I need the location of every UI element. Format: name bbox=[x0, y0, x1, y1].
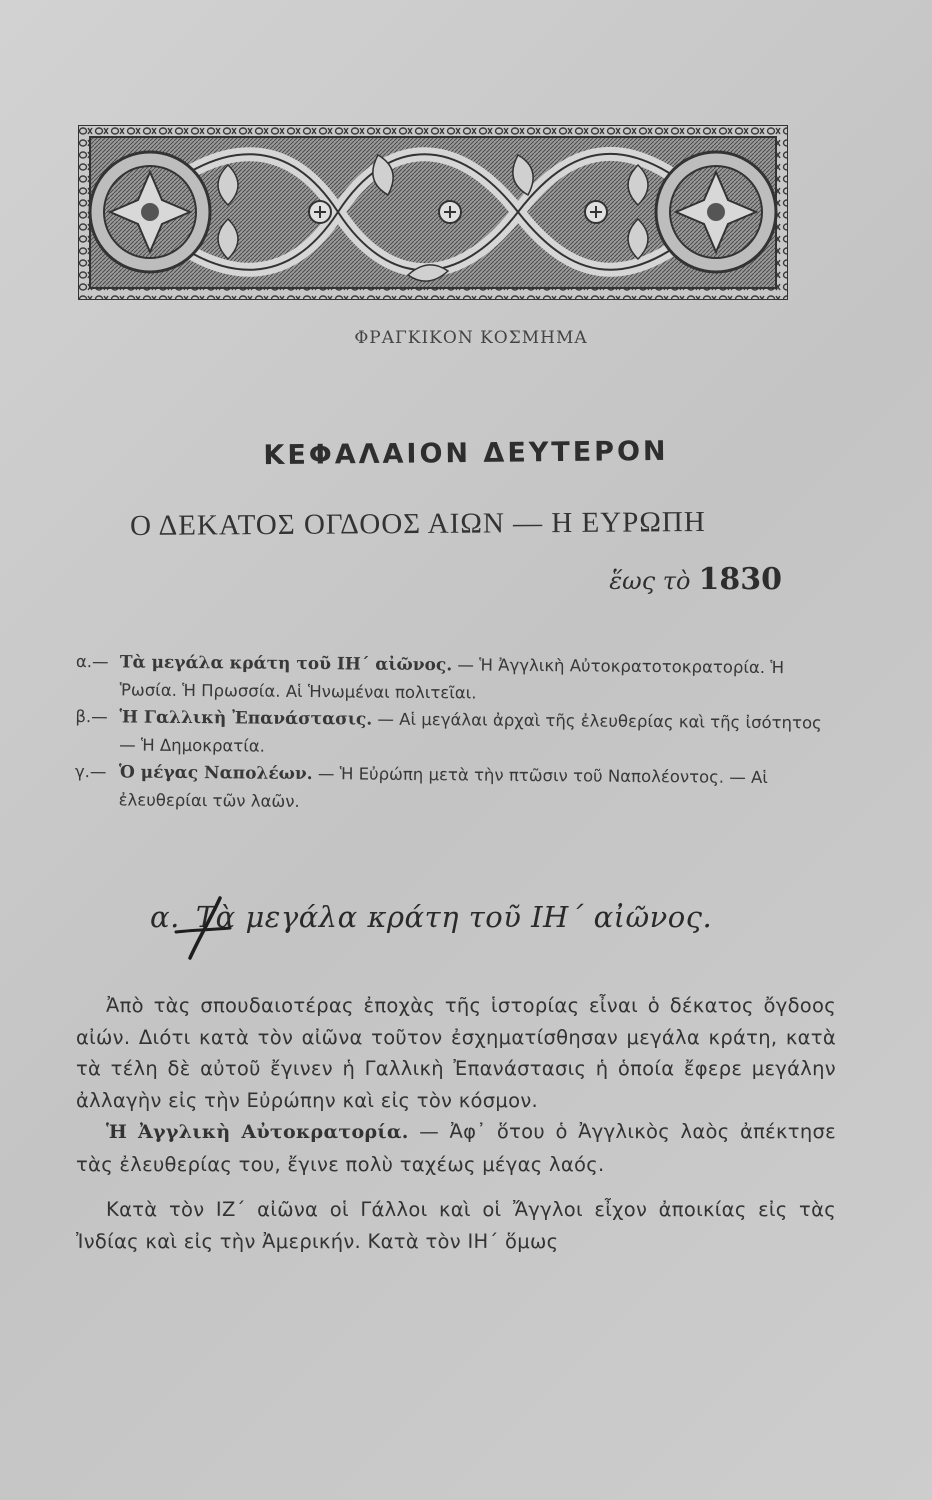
paragraph-text: — Ἀφ᾽ ὅτου ὁ Ἀγγλικὸς λαὸς ἀπέκτησε τὰς ἐλευθερίας του, ἔγινε πολὺ ταχέως μέγας λαός. bbox=[76, 1120, 836, 1176]
section-marker: α. bbox=[150, 900, 180, 934]
summary-marker: β.— bbox=[75, 706, 108, 727]
summary-topic: Τὰ μεγάλα κράτη τοῦ ΙΗ΄ αἰῶνος. bbox=[119, 652, 453, 676]
summary-marker: α.— bbox=[75, 651, 109, 672]
frankish-ornament-image bbox=[78, 125, 788, 300]
chapter-year-prefix: ἕως τὸ bbox=[609, 567, 691, 595]
paragraph bbox=[76, 1116, 836, 1180]
chapter-summary bbox=[75, 648, 836, 820]
summary-item bbox=[75, 758, 835, 820]
summary-topic: Ὁ μέγας Ναπολέων. bbox=[118, 762, 313, 785]
paragraph-lead: Ἡ Ἀγγλικὴ Αὐτοκρατορία. bbox=[106, 1121, 409, 1143]
chapter-year bbox=[609, 562, 782, 597]
body-text bbox=[76, 990, 836, 1257]
chapter-year-number: 1830 bbox=[698, 562, 782, 597]
summary-text: — Ἡ Εὐρώπη μετὰ τὴν πτῶσιν τοῦ Ναπολέοντος. — Αἱ ἐλευθερίαι τῶν λαῶν. bbox=[118, 764, 769, 811]
section-title-text: Τὰ μεγάλα κράτη τοῦ ΙΗ΄ αἰῶνος. bbox=[195, 900, 713, 934]
summary-item bbox=[75, 703, 835, 765]
chapter-subtitle: Ο ΔΕΚΑΤΟΣ ΟΓΔΟΟΣ ΑΙΩΝ — Η ΕΥΡΩΠΗ bbox=[129, 505, 706, 543]
summary-item bbox=[76, 648, 836, 710]
summary-text: — Ἡ Ἀγγλικὴ Αὐτοκρατοτοκρατορία. Ἡ Ῥωσία. Ἡ Πρωσσία. Αἱ Ἡνωμέναι πολιτεῖαι. bbox=[119, 655, 785, 703]
paragraph: Ἀπὸ τὰς σπουδαιοτέρας ἐποχὰς τῆς ἱστορίας εἶναι ὁ δέκατος ὄγδοος αἰών. Διότι κατὰ τὸν αἰῶνα τοῦτον ἐσχηματίσθησαν μεγάλα κράτη, κατὰ τὰ τέλη δὲ αὐτοῦ ἔγινεν ἡ Γαλλικὴ Ἐπανάστασις ἡ ὁποία ἔφερε μεγάλην ἀλλαγὴν εἰς τὴν Εὐρώπην καὶ εἰς τὸν κόσμον. bbox=[76, 994, 836, 1112]
summary-topic: Ἡ Γαλλικὴ Ἐπανάστασις. bbox=[119, 707, 373, 730]
paragraph: Κατὰ τὸν ΙΖ΄ αἰῶνα οἱ Γάλλοι καὶ οἱ Ἄγγλοι εἶχον ἀποικίας εἰς τὰς Ἰνδίας καὶ εἰς τὴν Ἀμερικήν. Κατὰ τὸν ΙΗ΄ ὅμως bbox=[76, 1198, 836, 1253]
ornament-caption: ΦΡΑΓΚΙΚΟΝ ΚΟΣΜΗΜΑ bbox=[354, 328, 588, 348]
summary-text: — Αἱ μεγάλαι ἀρχαὶ τῆς ἐλευθερίας καὶ τῆς ἰσότητος — Ἡ Δημοκρατία. bbox=[119, 709, 822, 756]
summary-marker: γ.— bbox=[74, 761, 107, 782]
chapter-heading: ΚΕΦΑΛΑΙΟΝ ΔΕΥΤΕΡΟΝ bbox=[263, 435, 669, 472]
pencil-cross-mark bbox=[168, 892, 240, 964]
